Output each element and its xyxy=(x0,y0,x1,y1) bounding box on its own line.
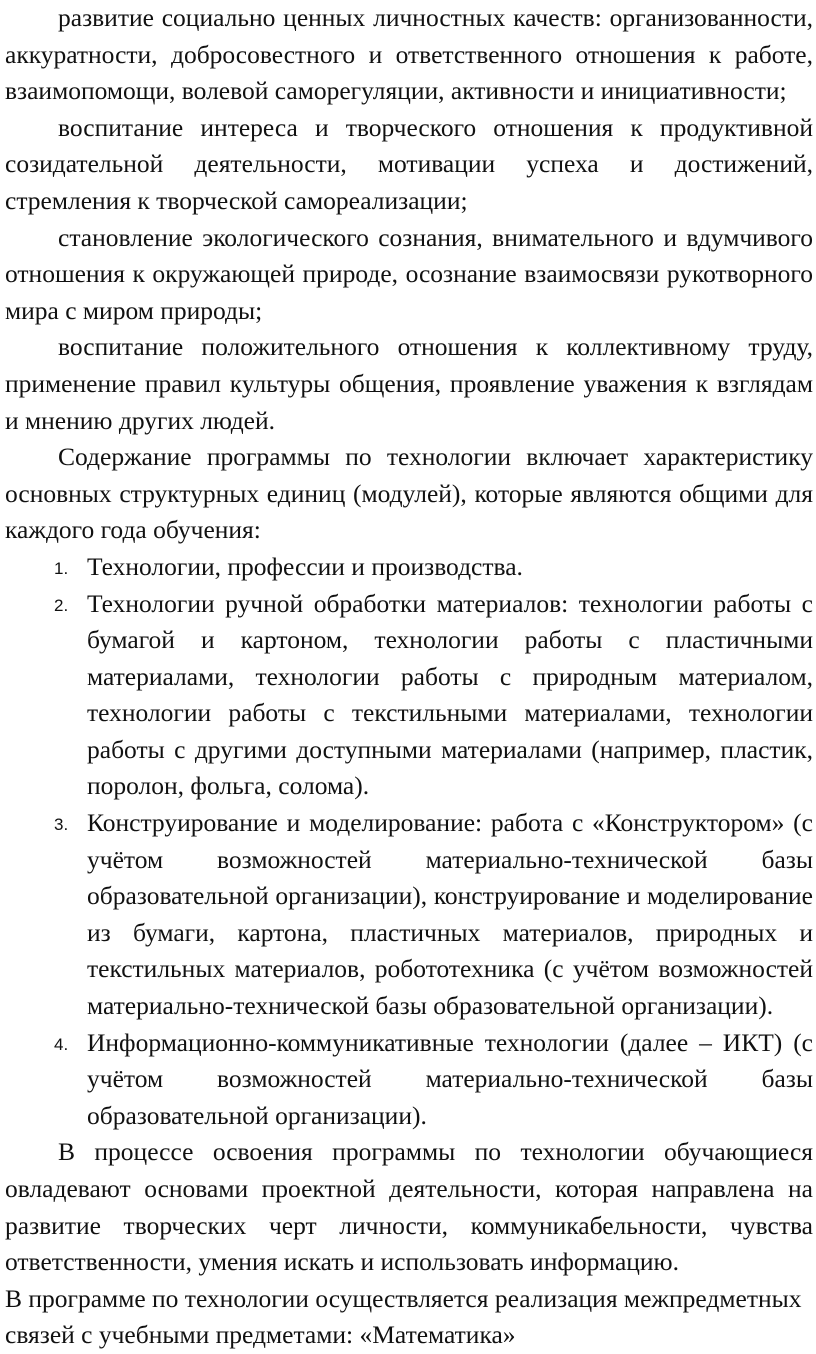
list-item xyxy=(5,1025,813,1135)
paragraph-program-content: Содержание программы по технологии включает характеристику основных структурных единиц (модулей), которые являются общими для каждого года обучения: xyxy=(5,442,813,545)
paragraph-project-activity: В процессе освоения программы по технологии обучающиеся овладевают основами проектной деятельности, которая направлена на развитие творческих черт личности, коммуникабельности, чувства ответственности, умения искать и использовать информацию. xyxy=(5,1137,813,1277)
paragraph-creative-interest: воспитание интереса и творческого отношения к продуктивной созидательной деятельности, мотивации успеха и достижений, стремления к творческой самореализации; xyxy=(5,112,813,215)
list-number: 1. xyxy=(54,558,69,578)
list-number: 4. xyxy=(54,1034,69,1054)
list-item-text: Технологии ручной обработки материалов: технологии работы с бумагой и картоном, технологии работы с пластичными материалами, технологии работы с природным материалом, технологии работы с текстильными материалами, технологии работы с другими доступными материалами (например, пластик, поролон, фольга, солома). xyxy=(87,588,813,801)
list-item-text: Конструирование и моделирование: работа с «Конструктором» (с учётом возможностей материально-технической базы образовательной организации), конструирование и моделирование из бумаги, картона, пластичных материалов, природных и текстильных материалов, робототехника (с учётом возможностей материально-технической базы образовательной организации). xyxy=(87,808,813,1021)
list-item xyxy=(5,805,813,1025)
paragraph-personal-qualities: развитие социально ценных личностных качеств: организованности, аккуратности, добросовестного и ответственного отношения к работе, взаимопомощи, волевой саморегуляции, активности и инициативности; xyxy=(5,3,813,106)
list-number: 3. xyxy=(54,815,69,835)
list-item xyxy=(5,586,813,806)
document-page xyxy=(5,0,813,1354)
paragraph-ecological-awareness: становление экологического сознания, внимательного и вдумчивого отношения к окружающей природе, осознание взаимосвязи рукотворного мира с миром природы; xyxy=(5,222,813,325)
list-item-text: Информационно-коммуникативные технологии (далее – ИКТ) (с учётом возможностей материально-технической базы образовательной организации). xyxy=(87,1027,813,1130)
paragraph-collective-work: воспитание положительного отношения к коллективному труду, применение правил культуры общения, проявление уважения к взглядам и мнению других людей. xyxy=(5,332,813,435)
list-number: 2. xyxy=(54,595,69,615)
module-list xyxy=(5,549,813,1135)
list-item xyxy=(5,549,813,586)
paragraph-interdisciplinary: В программе по технологии осуществляется реализация межпредметных связей с учебными предметами: «Математика» xyxy=(5,1283,802,1350)
list-item-text: Технологии, профессии и производства. xyxy=(87,551,523,581)
